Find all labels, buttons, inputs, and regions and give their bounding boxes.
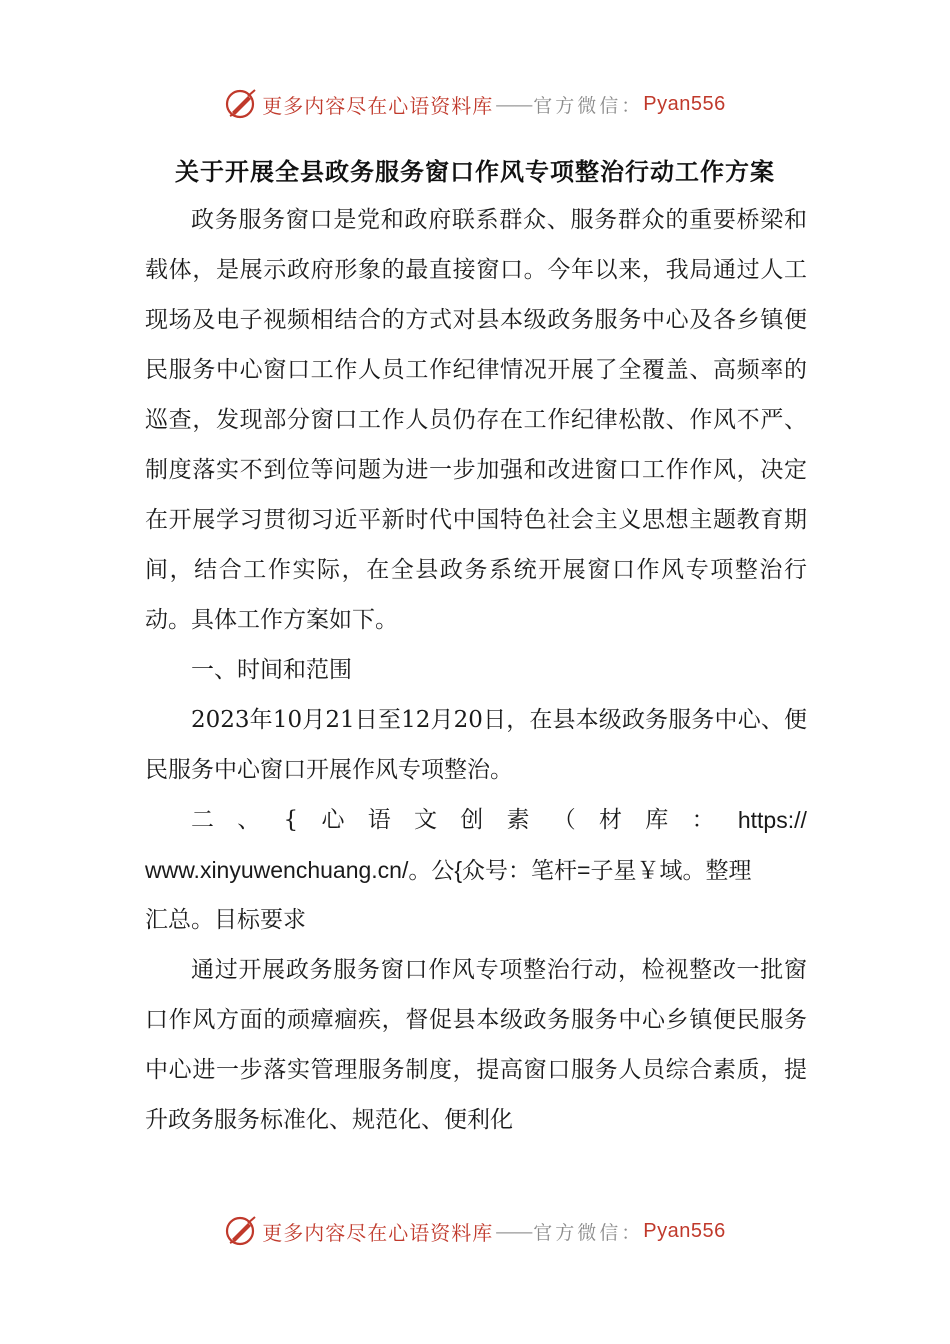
heading-char: 语 xyxy=(367,807,391,833)
section2-heading-line2: www.xinyuwenchuang.cn/。公{众号：笔杆=子星￥域。整理 xyxy=(145,857,752,883)
document-body xyxy=(145,195,807,1145)
banner-wechat-id: Pyan556 xyxy=(643,92,726,115)
section1-heading: 一、时间和范围 xyxy=(191,657,352,683)
banner-separator: —— xyxy=(495,92,532,116)
heading-char: 材 xyxy=(599,807,623,833)
heading-char: 素 xyxy=(506,807,530,833)
section1-body: 2023年10月21日至12月20日，在县本级政务服务中心、便民服务中心窗口开展作风专项整治。 xyxy=(145,707,807,783)
heading-char: 心 xyxy=(321,807,345,833)
heading-char: 库 xyxy=(645,807,669,833)
banner-wechat-id: Pyan556 xyxy=(643,1219,726,1242)
banner-text: 更多内容尽在心语资料库 xyxy=(262,93,494,118)
section2-body: 通过开展政务服务窗口作风专项整治行动，检视整改一批窗口作风方面的顽瘴痼疾，督促县本级政务服务中心乡镇便民服务中心进一步落实管理服务制度，提高窗口服务人员综合素质，提升政务服务标准化、规范化、便利化 xyxy=(145,957,807,1133)
url-fragment: https:// xyxy=(737,807,807,833)
heading-char: 创 xyxy=(460,807,484,833)
quill-logo-icon xyxy=(224,1214,258,1248)
intro-paragraph: 政务服务窗口是党和政府联系群众、服务群众的重要桥梁和载体，是展示政府形象的最直接窗口。今年以来，我局通过人工现场及电子视频相结合的方式对县本级政务服务中心及各乡镇便民服务中心窗口工作人员工作纪律情况开展了全覆盖、高频率的巡查，发现部分窗口工作人员仍存在工作纪律松散、作风不严、制度落实不到位等问题为进一步加强和改进窗口工作作风，决定在开展学习贯彻习近平新时代中国特色社会主义思想主题教育期间，结合工作实际，在全县政务系统开展窗口作风专项整治行动。具体工作方案如下。 xyxy=(145,207,807,633)
banner-wechat-label: 官方微信： xyxy=(533,94,644,117)
banner-text: 更多内容尽在心语资料库 xyxy=(262,1220,494,1245)
document-title: 关于开展全县政务服务窗口作风专项整治行动工作方案 xyxy=(175,158,775,186)
heading-char: { xyxy=(283,807,299,833)
heading-char: （ xyxy=(552,807,576,833)
section2-heading-line1 xyxy=(145,795,807,845)
banner-wechat-label: 官方微信： xyxy=(533,1221,644,1244)
heading-char: 文 xyxy=(413,807,437,833)
heading-char: 、 xyxy=(237,807,261,833)
heading-char: 二 xyxy=(191,807,214,833)
section2-heading-line3: 汇总。目标要求 xyxy=(145,907,306,933)
footer-watermark-banner xyxy=(0,1211,950,1251)
quill-logo-icon xyxy=(224,87,258,121)
banner-separator: —— xyxy=(495,1219,532,1243)
header-watermark-banner xyxy=(0,84,950,124)
heading-char: ： xyxy=(691,807,715,833)
